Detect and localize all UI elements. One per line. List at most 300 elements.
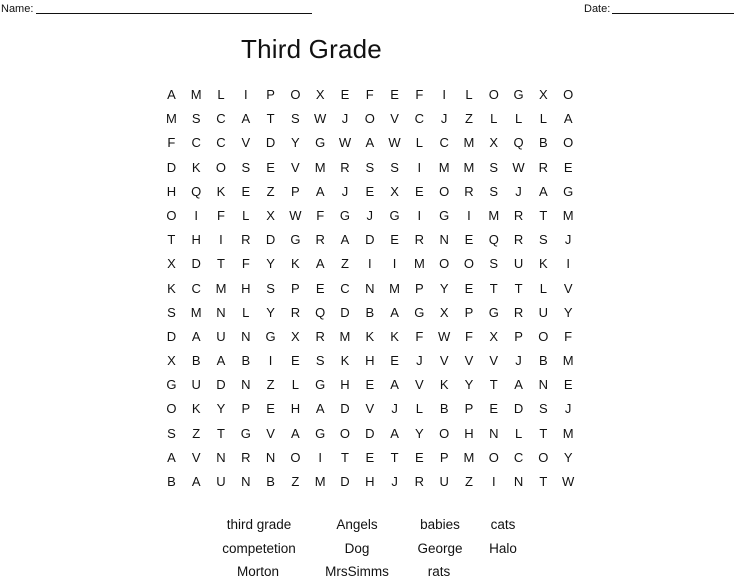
grid-letter: R (241, 449, 251, 465)
grid-letter: S (489, 159, 499, 175)
grid-letter: M (463, 135, 475, 151)
grid-letter: G (166, 377, 177, 393)
grid-letter: Z (291, 474, 300, 489)
grid-row (159, 373, 583, 397)
grid-letter: E (315, 280, 325, 296)
grid-letter: N (265, 449, 276, 465)
grid-letter: E (266, 159, 275, 175)
grid-letter: G (315, 135, 326, 151)
grid-letter: G (414, 304, 425, 320)
grid-letter: M (314, 159, 326, 175)
grid-letter: P (291, 280, 300, 296)
grid-letter: K (365, 328, 375, 344)
grid-letter: A (539, 183, 548, 199)
grid-letter: C (216, 135, 226, 151)
grid-letter: M (488, 207, 500, 223)
grid-letter: L (217, 87, 225, 102)
grid-letter: V (489, 353, 499, 369)
grid-letter: L (514, 425, 523, 441)
grid-letter: R (315, 328, 325, 344)
grid-letter: V (266, 425, 275, 441)
grid-letter: F (217, 207, 225, 223)
grid-letter: G (513, 87, 524, 102)
grid-letter: M (339, 328, 351, 344)
grid-letter: E (415, 449, 424, 465)
grid-letter: A (390, 377, 399, 393)
grid-letter: B (539, 135, 548, 151)
grid-letter: N (241, 377, 251, 393)
date-line (612, 13, 734, 14)
grid-letter: W (289, 207, 302, 223)
grid-letter: V (191, 449, 201, 465)
grid-letter: E (415, 183, 424, 199)
grid-letter: X (167, 353, 176, 369)
grid-letter: M (562, 353, 574, 369)
grid-letter: O (290, 449, 301, 465)
grid-letter: U (216, 474, 226, 489)
grid-letter: J (416, 353, 423, 369)
name-line (36, 13, 312, 14)
grid-letter: O (215, 159, 227, 175)
grid-letter: R (414, 232, 425, 248)
grid-letter: B (539, 353, 548, 369)
grid-letter: Z (464, 474, 473, 489)
grid-letter: A (365, 135, 375, 151)
grid-letter: H (191, 232, 201, 248)
grid-letter: M (463, 449, 475, 465)
grid-letter: H (340, 377, 350, 393)
word-bank-item: rats (427, 564, 451, 579)
grid-letter: K (439, 377, 449, 393)
grid-letter: O (339, 425, 351, 441)
grid-letter: W (314, 111, 327, 127)
grid-letter: R (241, 232, 251, 248)
grid-letter: S (191, 111, 201, 127)
grid-letter: D (513, 401, 524, 417)
grid-letter: I (318, 449, 322, 465)
grid-letter: S (489, 256, 499, 272)
grid-letter: J (391, 474, 398, 489)
grid-letter: S (365, 159, 375, 175)
grid-letter: E (563, 159, 573, 175)
grid-letter: D (265, 232, 276, 248)
grid-letter: J (366, 207, 374, 223)
grid-letter: J (564, 401, 572, 417)
grid-letter: A (167, 449, 176, 465)
grid-letter: D (340, 474, 350, 489)
grid-letter: P (291, 183, 300, 199)
grid-row (159, 301, 583, 325)
word-bank-item: Morton (236, 564, 280, 579)
grid-letter: N (538, 377, 549, 393)
grid-letter: J (341, 111, 349, 127)
grid-letter: R (340, 159, 350, 175)
grid-letter: U (439, 474, 449, 489)
grid-letter: O (439, 183, 450, 199)
grid-letter: U (513, 256, 524, 272)
word-bank-item: Halo (489, 541, 517, 556)
grid-letter: E (365, 183, 375, 199)
grid-letter: I (566, 256, 570, 272)
grid-letter: Y (216, 401, 226, 417)
grid-letter: E (241, 183, 251, 199)
name-label: Name: (1, 3, 34, 15)
grid-letter: O (538, 449, 549, 465)
grid-letter: I (194, 207, 198, 223)
grid-letter: G (563, 183, 574, 199)
grid-letter: T (514, 280, 523, 296)
word-bank (200, 516, 540, 586)
grid-letter: D (166, 328, 177, 344)
grid-letter: O (439, 425, 450, 441)
grid-letter: P (241, 401, 251, 417)
grid-letter: Z (266, 377, 275, 393)
grid-letter: G (488, 304, 499, 320)
grid-letter: R (414, 474, 425, 489)
grid-letter: F (464, 328, 473, 344)
grid-letter: Y (464, 377, 474, 393)
grid-letter: O (364, 111, 375, 127)
grid-letter: S (390, 159, 399, 175)
word-bank-item: babies (420, 517, 460, 532)
grid-letter: G (315, 425, 326, 441)
word-bank-item: Angels (336, 517, 378, 532)
grid-letter: E (563, 377, 573, 393)
grid-row (159, 349, 583, 373)
grid-letter: U (191, 377, 201, 393)
grid-letter: K (216, 183, 226, 199)
grid-letter: N (241, 474, 251, 489)
date-label: Date: (584, 3, 611, 15)
grid-letter: E (340, 87, 350, 102)
grid-letter: M (463, 159, 475, 175)
word-bank-item: competetion (222, 541, 296, 556)
grid-letter: R (538, 159, 549, 175)
grid-letter: T (167, 232, 176, 248)
grid-letter: B (365, 304, 375, 320)
grid-letter: I (243, 87, 248, 102)
grid-letter: A (167, 87, 176, 102)
grid-letter: L (539, 111, 547, 127)
grid-letter: B (241, 353, 251, 369)
grid-letter: T (341, 449, 349, 465)
grid-letter: Q (488, 232, 499, 248)
grid-letter: B (266, 474, 275, 489)
grid-letter: T (217, 425, 225, 441)
grid-letter: E (390, 232, 399, 248)
grid-letter: A (390, 425, 399, 441)
grid-letter: J (341, 183, 349, 199)
word-bank-item: cats (490, 517, 516, 532)
grid-letter: R (513, 304, 524, 320)
grid-letter: K (539, 256, 548, 272)
grid-letter: G (389, 207, 400, 223)
grid-letter: A (390, 304, 399, 320)
grid-row (159, 252, 583, 276)
grid-letter: K (191, 401, 201, 417)
grid-letter: G (339, 207, 351, 223)
grid-letter: T (539, 207, 548, 223)
grid-letter: O (463, 256, 475, 272)
grid-letter: U (216, 328, 226, 344)
grid-letter: O (488, 449, 499, 465)
grid-letter: V (291, 159, 300, 175)
grid-row (159, 277, 583, 301)
word-bank-item: Dog (344, 541, 370, 556)
page-title: Third Grade (241, 34, 382, 64)
grid-letter: D (365, 232, 375, 248)
grid-letter: F (415, 328, 424, 344)
puzzle-grid (159, 83, 583, 495)
grid-letter: S (167, 304, 176, 320)
grid-letter: L (539, 280, 547, 296)
grid-letter: V (464, 353, 474, 369)
grid-letter: E (266, 401, 275, 417)
grid-row (159, 422, 583, 446)
grid-letter: R (315, 232, 325, 248)
grid-letter: I (467, 207, 471, 223)
grid-letter: D (340, 401, 350, 417)
grid-letter: S (489, 183, 499, 199)
grid-letter: N (489, 425, 499, 441)
grid-letter: F (415, 87, 424, 102)
grid-letter: Y (439, 280, 449, 296)
grid-row (159, 180, 583, 204)
grid-letter: V (563, 280, 573, 296)
grid-letter: L (242, 207, 250, 223)
grid-row (159, 83, 583, 107)
grid-letter: V (415, 377, 424, 393)
grid-letter: I (367, 256, 372, 272)
grid-letter: I (268, 353, 273, 369)
grid-row (159, 156, 583, 180)
grid-letter: O (488, 87, 499, 102)
grid-letter: N (241, 328, 251, 344)
grid-letter: F (564, 328, 573, 344)
grid-letter: E (291, 353, 300, 369)
grid-letter: D (340, 304, 350, 320)
grid-letter: T (489, 377, 498, 393)
grid-letter: Q (191, 183, 202, 199)
grid-letter: F (316, 207, 325, 223)
grid-letter: T (217, 256, 225, 272)
grid-letter: M (190, 304, 202, 320)
grid-letter: A (514, 377, 523, 393)
grid-letter: Y (266, 304, 275, 320)
grid-row (159, 446, 583, 470)
grid-letter: X (167, 256, 176, 272)
grid-letter: E (365, 449, 375, 465)
grid-letter: O (538, 328, 549, 344)
grid-row (159, 228, 583, 252)
grid-row (159, 470, 583, 494)
grid-letter: O (166, 401, 177, 417)
grid-letter: J (564, 232, 572, 248)
grid-letter: X (489, 135, 499, 151)
grid-letter: S (291, 111, 300, 127)
grid-letter: K (390, 328, 399, 344)
grid-letter: C (216, 111, 226, 127)
grid-letter: A (191, 474, 201, 489)
grid-letter: F (365, 87, 374, 102)
grid-letter: N (439, 232, 449, 248)
grid-letter: J (515, 353, 522, 369)
grid-letter: A (291, 425, 300, 441)
grid-letter: D (216, 377, 226, 393)
grid-letter: C (340, 280, 350, 296)
grid-letter: X (266, 207, 275, 223)
grid-letter: M (314, 474, 326, 489)
grid-letter: X (439, 304, 449, 320)
grid-letter: O (563, 135, 574, 151)
grid-letter: P (439, 449, 449, 465)
grid-letter: H (365, 353, 375, 369)
grid-letter: I (442, 87, 446, 102)
grid-letter: L (514, 111, 523, 127)
grid-letter: O (166, 207, 177, 223)
grid-letter: W (438, 328, 451, 344)
grid-letter: M (562, 207, 574, 223)
grid-letter: O (290, 87, 301, 102)
grid-letter: P (464, 401, 474, 417)
grid-letter: R (513, 232, 524, 248)
grid-letter: A (315, 183, 325, 199)
grid-letter: N (513, 474, 524, 489)
grid-letter: X (489, 328, 499, 344)
grid-letter: W (388, 135, 401, 151)
grid-letter: D (365, 425, 375, 441)
grid-row (159, 204, 583, 228)
grid-letter: G (439, 207, 450, 223)
grid-letter: T (266, 111, 275, 127)
grid-letter: Y (291, 135, 300, 151)
grid-letter: L (242, 304, 250, 320)
grid-letter: S (539, 232, 548, 248)
grid-letter: Y (266, 256, 275, 272)
grid-letter: M (413, 256, 425, 272)
grid-letter: N (216, 304, 226, 320)
grid-letter: B (191, 353, 201, 369)
grid-letter: A (315, 256, 325, 272)
grid-letter: L (415, 401, 423, 417)
grid-row (159, 397, 583, 421)
grid-letter: L (291, 377, 299, 393)
grid-letter: F (241, 256, 250, 272)
grid-letter: M (562, 425, 574, 441)
grid-letter: Z (464, 111, 473, 127)
grid-letter: O (563, 87, 574, 102)
grid-letter: X (291, 328, 300, 344)
grid-letter: V (390, 111, 399, 127)
grid-letter: K (291, 256, 300, 272)
grid-letter: T (539, 474, 548, 489)
grid-letter: K (191, 159, 201, 175)
grid-letter: E (489, 401, 499, 417)
grid-letter: D (191, 256, 201, 272)
grid-letter: W (338, 135, 352, 151)
grid-letter: I (417, 159, 422, 175)
grid-letter: N (216, 449, 226, 465)
grid-letter: G (315, 377, 326, 393)
grid-letter: K (167, 280, 176, 296)
grid-letter: A (191, 328, 201, 344)
grid-letter: C (439, 135, 449, 151)
grid-letter: M (215, 280, 227, 296)
grid-letter: I (491, 474, 496, 489)
grid-letter: C (191, 135, 201, 151)
grid-letter: D (166, 159, 177, 175)
grid-letter: G (265, 328, 276, 344)
grid-row (159, 325, 583, 349)
grid-letter: B (167, 474, 176, 489)
grid-letter: Q (513, 135, 524, 151)
grid-letter: T (390, 449, 399, 465)
grid-letter: C (513, 449, 524, 465)
grid-letter: V (241, 135, 251, 151)
grid-letter: E (464, 280, 474, 296)
grid-letter: X (539, 87, 548, 102)
grid-letter: S (167, 425, 176, 441)
grid-letter: E (390, 353, 399, 369)
grid-letter: F (167, 135, 176, 151)
grid-letter: Q (315, 304, 326, 320)
grid-letter: V (439, 353, 449, 369)
grid-letter: S (539, 401, 548, 417)
grid-letter: G (290, 232, 301, 248)
grid-letter: A (241, 111, 251, 127)
grid-letter: J (440, 111, 448, 127)
grid-letter: R (464, 183, 474, 199)
word-bank-item: George (417, 541, 463, 556)
grid-letter: I (219, 232, 223, 248)
grid-letter: Y (563, 449, 573, 465)
grid-letter: P (266, 87, 275, 102)
grid-letter: J (515, 183, 522, 199)
grid-letter: P (514, 328, 523, 344)
grid-letter: T (489, 280, 498, 296)
grid-letter: A (315, 401, 325, 417)
grid-letter: P (415, 280, 424, 296)
grid-letter: H (166, 183, 177, 199)
grid-letter: P (464, 304, 474, 320)
grid-letter: K (340, 353, 350, 369)
grid-letter: R (290, 304, 301, 320)
grid-letter: X (315, 87, 325, 102)
grid-letter: S (266, 280, 275, 296)
grid-letter: L (415, 135, 423, 151)
grid-letter: W (512, 159, 525, 175)
grid-letter: Z (266, 183, 275, 199)
grid-letter: Z (341, 256, 349, 272)
word-bank-item: third grade (226, 517, 292, 532)
grid-letter: C (414, 111, 425, 127)
grid-letter: T (539, 425, 548, 441)
grid-letter: C (191, 280, 201, 296)
grid-letter: Y (415, 425, 424, 441)
word-bank-item: MrsSimms (325, 564, 389, 579)
grid-letter: J (391, 401, 398, 417)
grid-letter: L (490, 111, 498, 127)
grid-row (159, 131, 583, 155)
grid-letter: A (216, 353, 226, 369)
grid-letter: B (439, 401, 449, 417)
grid-letter: A (340, 232, 350, 248)
grid-letter: I (392, 256, 397, 272)
grid-letter: S (241, 159, 251, 175)
grid-letter: H (464, 425, 474, 441)
grid-letter: G (240, 425, 251, 441)
grid-letter: H (365, 474, 375, 489)
